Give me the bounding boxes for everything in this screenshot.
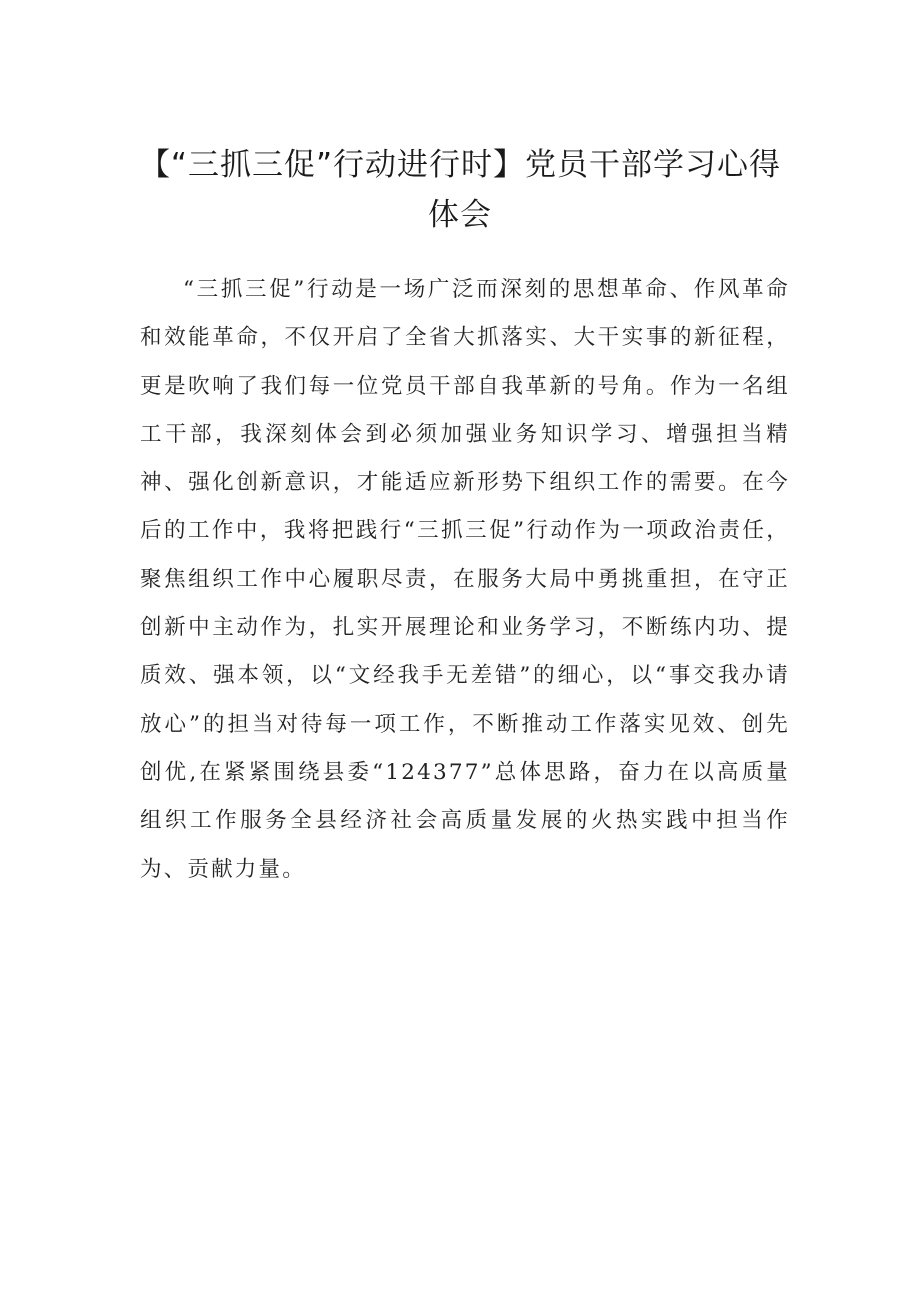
document-title: 【“三抓三促”行动进行时】党员干部学习心得体会 xyxy=(138,147,782,233)
body-paragraph: “三抓三促”行动是一场广泛而深刻的思想革命、作风革命和效能革命，不仅开启了全省大抓落实、大干实事的新征程，更是吹响了我们每一位党员干部自我革新的号角。作为一名组工干部，我深刻体会到必须加强业务知识学习、增强担当精神、强化创新意识，才能适应新形势下组织工作的需要。在今后的工作中，我将把践行“三抓三促”行动作为一项政治责任，聚焦组织工作中心履职尽责，在服务大局中勇挑重担，在守正创新中主动作为，扎实开展理论和业务学习，不断练内功、提质效、强本领，以“文经我手无差错”的细心，以“事交我办请放心”的担当对待每一项工作，不断推动工作落实见效、创先创优,在紧紧围绕县委“124377”总体思路，奋力在以高质量组织工作服务全县经济社会高质量发展的火热实践中担当作为、贡献力量。 xyxy=(140,277,790,882)
